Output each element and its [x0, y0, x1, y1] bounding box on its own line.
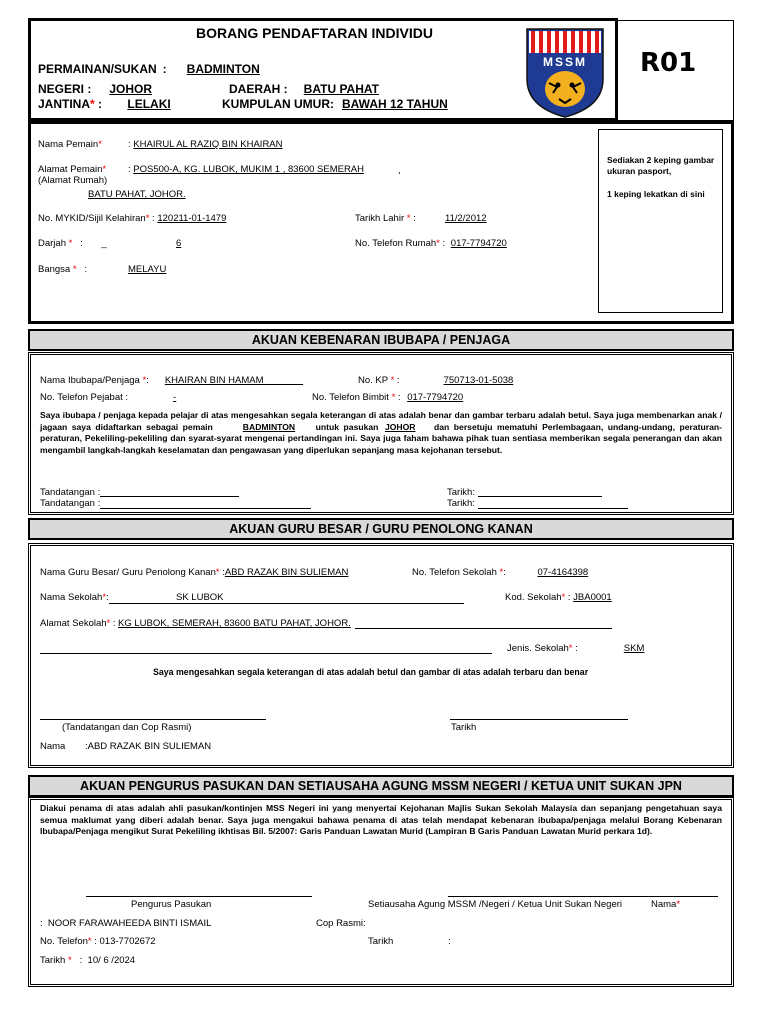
mykid-label: No. MYKID/Sijil Kelahiran — [38, 213, 146, 224]
office-phone-value: - — [173, 392, 177, 403]
player-address-label-text: Alamat Pemain — [38, 164, 103, 175]
hm-address-row: Alamat Sekolah* : — [40, 618, 116, 629]
hm-school-code-value: JBA0001 — [573, 592, 612, 603]
hm-school-value: SK LUBOK — [176, 592, 224, 603]
hm-name-value: ABD RAZAK BIN SULIEMAN — [224, 567, 349, 578]
secretary-caption: Setiausaha Agung MSSM /Negeri / Ketua Unit Sukan Negeri — [368, 899, 623, 910]
parent-sign-1 — [40, 487, 100, 498]
mobile-value: 017-7794720 — [407, 392, 464, 403]
logo-text: MSSM — [543, 55, 587, 69]
sport-value: BADMINTON — [186, 62, 260, 76]
mykid-row: No. MYKID/Sijil Kelahiran* : 120211-01-1479 — [38, 213, 227, 224]
class-label: Darjah — [38, 238, 66, 249]
hm-name-bottom-label: Nama — [40, 741, 66, 752]
parent-date-1 — [447, 487, 475, 498]
race-row: Bangsa * : — [38, 264, 88, 275]
mobile-row: No. Telefon Bimbit * : 017-7794720 — [312, 392, 489, 403]
form-code: R01 — [640, 48, 697, 78]
form-title: BORANG PENDAFTARAN INDIVIDU — [196, 25, 433, 41]
headmaster-section-title — [28, 518, 734, 540]
parent-date-2 — [447, 498, 475, 509]
parent-ic-row: No. KP * : 750713-01-5038 — [358, 375, 537, 386]
hm-school-phone-label: No. Telefon Sekolah — [412, 567, 497, 578]
player-name-label: Nama Pemain — [38, 139, 99, 150]
hm-school-row: Nama Sekolah*: — [40, 592, 109, 603]
parent-ic-label: No. KP — [358, 375, 388, 386]
manager-declaration: Diakui penama di atas adalah ahli pasukan/kontinjen MSS Negeri ini yang menyertai Kejohanan Majlis Sukan Sekolah Malaysia dan sepanjang pengetahuan saya semua maklumat yang diberi adalah benar. Saya juga mengakui bahawa penama di atas telah mendapat kebenaran ibubapa/penjaga melalui Borang Kebenaran Ibubapa/Penjaga mengikut Surat Pekeliling ikhtisas Bil. 5/2007: Garis Panduan Lawatan Murid (Lampiran B Garis Panduan Lawatan Murid perkara 1d). — [40, 803, 722, 836]
gender-label: JANTINA — [38, 97, 91, 111]
race-value: MELAYU — [128, 264, 167, 275]
hm-school-code-row: Kod. Sekolah* : JBA0001 — [505, 592, 612, 603]
hm-address-line-2 — [40, 653, 492, 654]
manager-date-label: Tarikh — [40, 955, 66, 966]
hm-school-code-label: Kod. Sekolah — [505, 592, 562, 603]
phone-value: 017-7794720 — [450, 238, 507, 249]
hm-name-label: Nama Guru Besar/ Guru Penolong Kanan — [40, 567, 216, 578]
hm-confirm-text: Saya mengesahkan segala keterangan di atas adalah betul dan gambar di atas adalah terbaru dan benar — [153, 667, 589, 677]
mobile-label: No. Telefon Bimbit — [312, 392, 389, 403]
dob-row: Tarikh Lahir * : — [355, 213, 416, 224]
parent-date-line-2 — [478, 508, 628, 509]
player-address-line1: POS500-A, KG. LUBOK, MUKIM 1 , 83600 SEMERAH — [133, 164, 365, 175]
parent-date-label-2: Tarikh: — [447, 498, 475, 509]
player-name-value-wrap: : KHAIRUL AL RAZIQ BIN KHAIRAN — [128, 139, 283, 150]
hm-name-row: Nama Guru Besar/ Guru Penolong Kanan* :ABD RAZAK BIN SULIEMAN — [40, 567, 406, 578]
hm-school-type-label: Jenis. Sekolah — [507, 643, 569, 654]
class-row: Darjah * : _ — [38, 238, 107, 249]
hm-name-bottom — [40, 741, 65, 752]
parent-date-label-1: Tarikh: — [447, 487, 475, 498]
office-phone-label: No. Telefon Pejabat : — [40, 392, 129, 403]
manager-date-row: Tarikh * : 10/ 6 /2024 — [40, 955, 136, 966]
race-label: Bangsa — [38, 264, 71, 275]
hm-school-type-value: SKM — [623, 643, 645, 654]
parent-sign-line-1 — [100, 496, 239, 497]
parent-section-title — [28, 329, 734, 351]
phone-row: No. Telefon Rumah* : 017-7794720 — [355, 238, 510, 249]
parent-title-text: AKUAN KEBENARAN IBUBAPA / PENJAGA — [251, 333, 511, 347]
hm-name-bottom-value: :ABD RAZAK BIN SULIEMAN — [85, 741, 212, 752]
hm-sign-line — [40, 719, 266, 720]
manager-phone-row: No. Telefon* : 013-7702672 — [40, 936, 156, 947]
player-address-label: Alamat Pemain* (Alamat Rumah) — [38, 164, 108, 186]
cop-label: Cop Rasmi: — [316, 918, 366, 929]
player-address-mark: , — [398, 165, 401, 176]
hm-school-label: Nama Sekolah — [40, 592, 103, 603]
dob-value: 11/2/2012 — [445, 213, 487, 224]
age-group-value: BAWAH 12 TAHUN — [341, 97, 448, 111]
parent-name-label: Nama Ibubapa/Penjaga — [40, 375, 140, 386]
decl-team: JOHOR — [384, 421, 416, 432]
manager-section-title — [28, 775, 734, 797]
sport-label: PERMAINAN/SUKAN — [38, 62, 157, 76]
district-row — [229, 82, 382, 96]
secretary-date-colon: : — [448, 936, 451, 947]
headmaster-title-text: AKUAN GURU BESAR / GURU PENOLONG KANAN — [229, 522, 533, 536]
manager-phone-label: No. Telefon — [40, 936, 88, 947]
secretary-name-label: Nama* — [651, 899, 681, 910]
state-label: NEGERI : — [38, 82, 92, 96]
hm-school-phone-value: 07-4164398 — [537, 567, 589, 578]
photo-line2: 1 keping lekatkan di sini — [607, 189, 705, 199]
hm-school-phone-row: No. Telefon Sekolah *: 07-4164398 — [412, 567, 589, 578]
decl-sport: BADMINTON — [242, 421, 296, 432]
decl-part2: untuk pasukan — [315, 421, 379, 432]
manager-title-text: AKUAN PENGURUS PASUKAN DAN SETIAUSAHA AGUNG MSSM NEGERI / KETUA UNIT SUKAN JPN — [80, 779, 682, 793]
photo-instructions — [607, 155, 719, 200]
manager-name-row: : NOOR FARAWAHEEDA BINTI ISMAIL — [40, 918, 212, 929]
manager-phone-value: 013-7702672 — [99, 936, 156, 947]
manager-caption: Pengurus Pasukan — [131, 899, 212, 910]
parent-sign-label-1: Tandatangan : — [40, 487, 101, 498]
manager-sign-line — [86, 896, 312, 897]
sport-row: PERMAINAN/SUKAN : BADMINTON — [38, 62, 268, 76]
parent-name-row: Nama Ibubapa/Penjaga *: KHAIRAN BIN HAMAM — [40, 375, 264, 386]
district-value: BATU PAHAT — [303, 82, 379, 96]
hm-date-line — [450, 719, 628, 720]
parent-declaration — [40, 410, 722, 456]
secretary-date-label: Tarikh — [368, 936, 394, 947]
parent-name-value: KHAIRAN BIN HAMAM — [164, 375, 264, 386]
office-phone-row — [40, 392, 264, 403]
parent-sign-2 — [40, 498, 100, 509]
state-value: JOHOR — [109, 82, 153, 96]
player-name-value: KHAIRUL AL RAZIQ BIN KHAIRAN — [133, 139, 283, 150]
hm-address-line — [355, 628, 612, 629]
player-name-row: Nama Pemain* — [38, 139, 102, 150]
parent-sign-line-2 — [100, 508, 311, 509]
mssm-logo — [525, 27, 605, 119]
decl-part3: dan bersetuju mematuhi Perlembagaan, undang-undang, peraturan-peraturan, Pekeliling-pekeliling dan syarat-syarat mengenai pertandingan ini. Saya juga faham bahawa pihak tuan sentiasa memberikan segala penerangan dan akan mengambil langkah-langkah keselamatan dan pengawasan yang diperlukan sepanjang masa kejohanan tersebut. — [40, 421, 723, 455]
dob-label: Tarikh Lahir — [355, 213, 405, 224]
hm-sign-caption: (Tandatangan dan Cop Rasmi) — [62, 722, 192, 733]
age-group-label: KUMPULAN UMUR: — [222, 97, 334, 111]
manager-name-value: NOOR FARAWAHEEDA BINTI ISMAIL — [47, 918, 212, 929]
secretary-name-label-text: Nama — [651, 899, 677, 910]
hm-school-type-row: Jenis. Sekolah* : SKM — [507, 643, 669, 654]
manager-date-value: 10/ 6 /2024 — [87, 955, 136, 966]
phone-label: No. Telefon Rumah — [355, 238, 437, 249]
class-value: 6 — [176, 238, 182, 249]
hm-date-caption: Tarikh — [451, 722, 477, 733]
player-address-sub: (Alamat Rumah) — [38, 175, 108, 186]
player-address-line2: BATU PAHAT, JOHOR. — [88, 189, 186, 200]
player-address-line1-wrap: : POS500-A, KG. LUBOK, MUKIM 1 , 83600 SEMERAH — [128, 164, 365, 175]
parent-ic-value: 750713-01-5038 — [443, 375, 514, 386]
parent-date-line-1 — [478, 496, 602, 497]
photo-line1: Sediakan 2 keping gambar ukuran pasport, — [607, 155, 715, 176]
decl-part1: Saya ibubapa / penjaga kepada pelajar di atas mengesahkan segala keterangan di atas adalah benar dan gambar terbaru adalah betul. Saya juga membenarkan anak / jagaan saya didaftarkan sebagai pemain — [40, 410, 722, 432]
secretary-sign-line — [448, 896, 718, 897]
hm-school-line — [109, 603, 464, 604]
hm-address-label: Alamat Sekolah — [40, 618, 107, 629]
parent-sign-label-2: Tandatangan : — [40, 498, 101, 509]
age-group-row — [218, 97, 448, 111]
district-label: DAERAH : — [229, 82, 288, 96]
gender-value: LELAKI — [127, 97, 171, 111]
hm-address-value: KG LUBOK, SEMERAH, 83600 BATU PAHAT, JOHOR. — [118, 618, 351, 629]
state-row — [38, 82, 166, 96]
gender-row: JANTINA* : LELAKI — [38, 97, 185, 111]
secretary-date-row — [368, 936, 393, 947]
mykid-value: 120211-01-1479 — [157, 213, 227, 224]
